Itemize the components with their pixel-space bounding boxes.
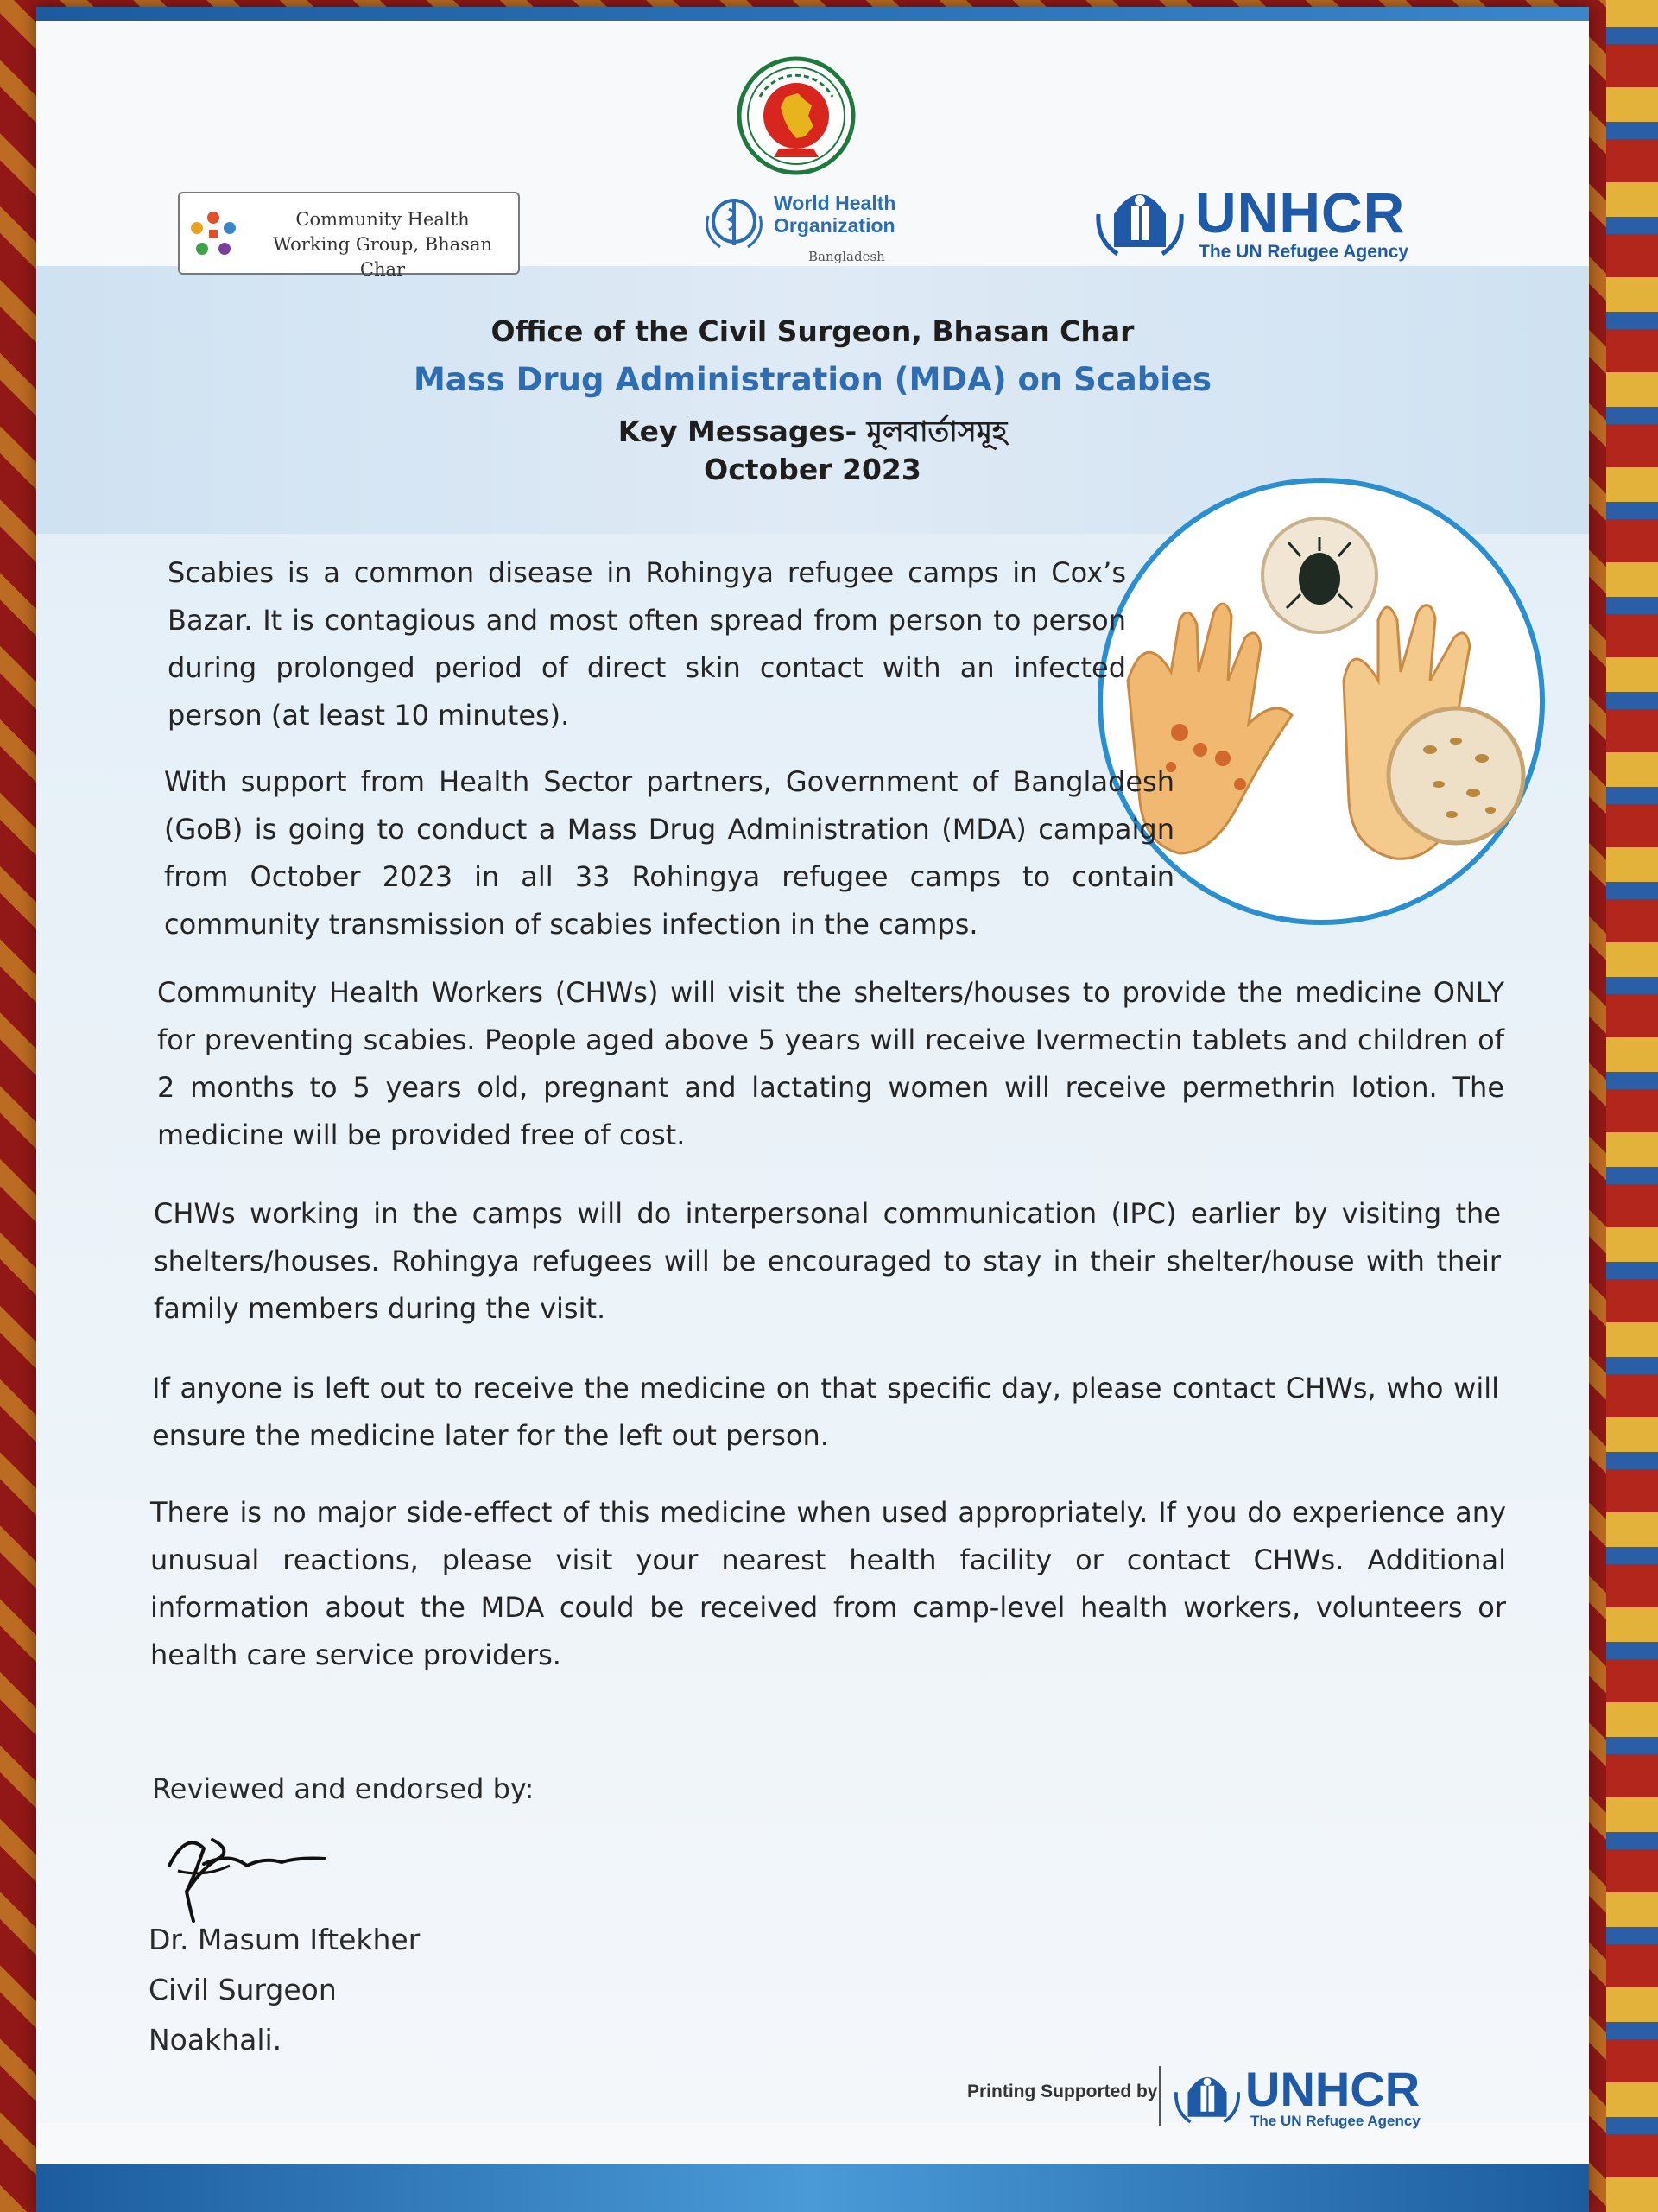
background-border [1606, 0, 1658, 2212]
reviewed-label: Reviewed and endorsed by: [152, 1772, 535, 1805]
paragraph-side-effects: There is no major side-effect of this medicine when used appropriately. If you do experience any unusual reactions, please visit your nearest health facility or contact CHWs. Additional information about the MDA could be received from camp-level health workers, volunteers or health care service providers. [150, 1496, 1506, 1671]
paragraph-ipc: CHWs working in the camps will do interpersonal communication (IPC) earlier by visiting the shelters/houses. Rohingya refugees will be encouraged to stay in their shelter/house with their family members during the visit. [154, 1197, 1501, 1325]
paragraph-mda-campaign: With support from Health Sector partners, Government of Bangladesh (GoB) is going to conduct a Mass Drug Administration (MDA) campaign from October 2023 in all 33 Rohingya refugee camps to contain community transmission of scabies infection in the camps. [164, 765, 1174, 941]
printing-supported-label: Printing Supported by [967, 2082, 1158, 2101]
who-emblem-icon [699, 190, 769, 252]
chwg-name-line2: Working Group, Bhasan Char [273, 234, 492, 280]
bangladesh-government-seal [736, 55, 857, 176]
chwg-name-line1: Community Health [295, 209, 470, 230]
office-heading: Office of the Civil Surgeon, Bhasan Char [490, 314, 1135, 348]
unhcr-emblem-icon [1092, 180, 1188, 257]
signature [152, 1814, 342, 1926]
people-circle-icon [188, 209, 238, 259]
signer-place: Noakhali. [149, 2023, 282, 2057]
unhcr-logo [1092, 176, 1471, 271]
bottom-band [36, 2164, 1589, 2212]
paragraph-left-out: If anyone is left out to receive the medicine on that specific day, please contact CHWs, who will ensure the medicine later for the left out person. [152, 1372, 1499, 1452]
unhcr-emblem-icon [1171, 2066, 1244, 2125]
top-band [36, 7, 1589, 21]
key-messages-heading: Key Messages- মূলবার্তাসমূহ [617, 415, 1008, 448]
who-logo [699, 187, 941, 273]
printing-divider [1159, 2066, 1161, 2126]
printing-credit [967, 2061, 1554, 2130]
chwg-logo [178, 192, 520, 280]
signer-role: Civil Surgeon [149, 1973, 337, 2006]
document-title: Mass Drug Administration (MDA) on Scabies [413, 361, 1212, 398]
paragraph-chw-visits: Community Health Workers (CHWs) will visit the shelters/houses to provide the medicine ONLY for preventing scabies. People aged above 5 years will receive Ivermectin tablets and children of 2 months to 5 years old, pregnant and lactating women will receive permethrin lotion. The medicine will be provided free of cost. [157, 976, 1504, 1151]
printing-unhcr-name: UNHCR [1245, 2062, 1421, 2116]
who-name-line1: World Health [774, 192, 896, 214]
paragraph-scabies-intro: Scabies is a common disease in Rohingya refugee camps in Cox’s Bazar. It is contagious and most often spread from person to person during prolonged period of direct skin contact with an infected person (at least 10 minutes). [168, 556, 1126, 732]
leaflet-page [36, 7, 1589, 2212]
document-date: October 2023 [704, 453, 921, 486]
unhcr-name: UNHCR [1195, 181, 1406, 244]
who-country: Bangladesh [808, 249, 885, 264]
who-name-line2: Organization [774, 214, 895, 237]
signer-name: Dr. Masum Iftekher [149, 1923, 421, 1956]
printing-unhcr-tagline: The UN Refugee Agency [1250, 2113, 1421, 2129]
unhcr-tagline: The UN Refugee Agency [1199, 242, 1409, 262]
